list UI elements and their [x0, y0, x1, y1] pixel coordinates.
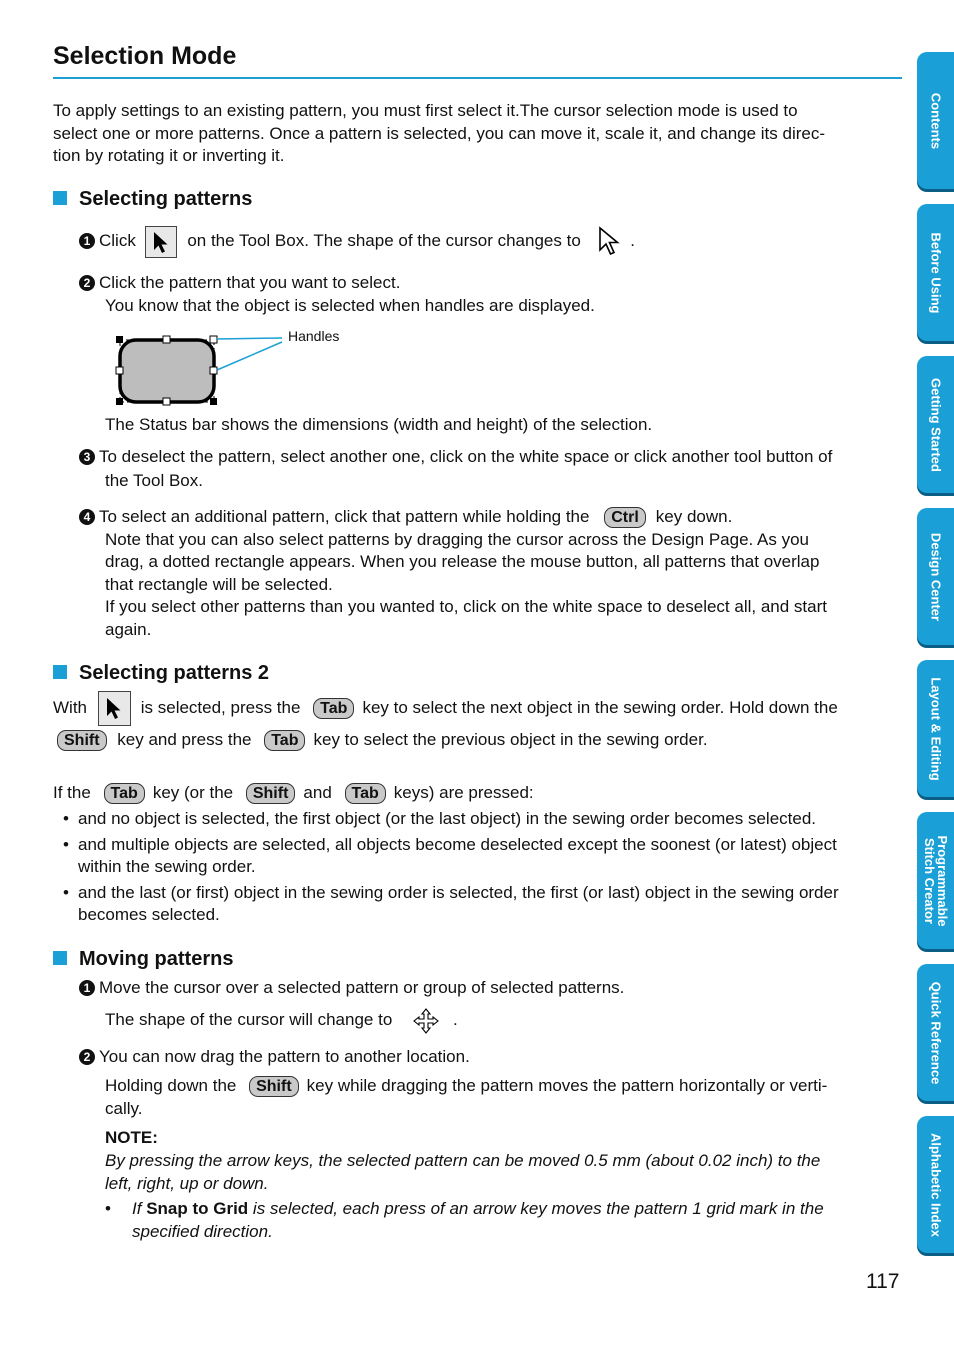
tab-programmable-stitch-creator[interactable]	[917, 812, 954, 949]
list-item: • and multiple objects are selected, all objects become deselected except the soonest (or latest) object	[63, 834, 837, 854]
step-4	[79, 506, 827, 641]
body-text: and	[303, 783, 332, 802]
intro-paragraph	[53, 100, 825, 168]
body-text: within the sewing order.	[78, 857, 256, 876]
tab-getting-started[interactable]	[917, 356, 954, 493]
tab-key: Tab	[104, 783, 145, 804]
step-text: key down.	[655, 507, 733, 526]
section-heading-text: Selecting patterns	[79, 188, 253, 210]
square-bullet-icon	[53, 951, 67, 965]
tab-label: Getting Started	[928, 377, 943, 472]
note-line: By pressing the arrow keys, the selected pattern can be moved 0.5 mm (about 0.02 inch) to the	[105, 1151, 821, 1170]
shift-key: Shift	[57, 730, 107, 751]
step-text: .	[630, 231, 635, 250]
step-text: You can now drag the pattern to another location.	[99, 1047, 470, 1066]
body-text: keys) are pressed:	[393, 783, 534, 802]
body-text: If the	[53, 783, 91, 802]
body-text: is selected, press the	[140, 698, 301, 717]
step-text: drag, a dotted rectangle appears. When you release the mouse button, all patterns that overlap	[105, 552, 820, 571]
step-number: 2	[79, 1049, 95, 1065]
status-text: The Status bar shows the dimensions (width and height) of the selection.	[105, 415, 653, 434]
tab-label: Programmable Stitch Creator	[921, 834, 950, 927]
section-heading	[53, 188, 252, 211]
tab-contents[interactable]	[917, 52, 954, 189]
sec2-line-2	[57, 729, 708, 752]
intro-line: select one or more patterns. Once a pattern is selected, you can move it, scale it, and change its direc-	[53, 123, 826, 143]
handles-label: Handles	[288, 328, 340, 344]
step-text: key while dragging the pattern moves the pattern horizontally or verti-	[306, 1076, 828, 1095]
step-1	[79, 223, 635, 259]
step-number: 2	[79, 275, 95, 291]
body-text: and multiple objects are selected, all objects become deselected except the soonest (or latest) object	[78, 834, 837, 854]
move-step-1-cursor	[105, 1006, 458, 1034]
section-heading	[53, 948, 233, 971]
note-text	[105, 1150, 820, 1195]
note-line: left, right, up or down.	[105, 1173, 269, 1193]
step-text: on the Tool Box. The shape of the cursor changes to	[187, 231, 581, 250]
step-text: that rectangle will be selected.	[105, 574, 333, 594]
body-text: key to select the next object in the sewing order. Hold down the	[362, 698, 838, 717]
ctrl-key: Ctrl	[604, 507, 646, 528]
shift-key: Shift	[246, 783, 296, 804]
shift-key: Shift	[249, 1076, 299, 1097]
body-text: and the last (or first) object in the sewing order is selected, the first (or last) object in the sewing order	[78, 882, 839, 902]
note-line: is selected, each press of an arrow key moves the pattern 1 grid mark in the	[252, 1199, 824, 1218]
tab-label: Before Using	[928, 232, 943, 313]
tab-label: Layout & Editing	[928, 676, 943, 781]
sec2-line-3	[53, 782, 534, 805]
body-text: key to select the previous object in the sewing order.	[313, 730, 708, 749]
move-step-2-detail	[105, 1075, 827, 1120]
body-text: becomes selected.	[78, 905, 220, 924]
select-tool-icon	[145, 226, 177, 258]
step-number: 4	[79, 509, 95, 525]
square-bullet-icon	[53, 665, 67, 679]
body-text: key and press the	[117, 730, 252, 749]
tab-quick-reference[interactable]	[917, 964, 954, 1101]
note-bullet: • If Snap to Grid is selected, each press of an arrow key moves the pattern 1 grid mark in the specified direction.	[105, 1198, 824, 1243]
sec2-bullets	[63, 808, 839, 927]
list-item: • and no object is selected, the first object (or the last object) in the sewing order becomes selected.	[63, 809, 817, 828]
step-text: You know that the object is selected when handles are displayed.	[105, 295, 595, 315]
tab-label: Design Center	[928, 532, 943, 621]
step-text: Click the pattern that you want to select.	[99, 273, 401, 292]
move-cursor-icon	[413, 1008, 439, 1034]
step-text: .	[453, 1010, 458, 1029]
arrow-cursor-icon	[596, 224, 626, 260]
tab-label: Quick Reference	[928, 981, 943, 1084]
step-number: 1	[79, 233, 95, 249]
note-label: NOTE:	[105, 1128, 158, 1147]
step-2	[79, 272, 595, 317]
tab-before-using[interactable]	[917, 204, 954, 341]
select-tool-icon	[98, 691, 131, 726]
step-text: The shape of the cursor will change to	[105, 1010, 393, 1029]
tab-key: Tab	[313, 698, 354, 719]
title-rule	[53, 77, 902, 79]
step-text: Note that you can also select patterns by dragging the cursor across the Design Page. As you	[105, 529, 810, 549]
step-text: Holding down the	[105, 1076, 237, 1095]
move-step-2	[79, 1046, 470, 1069]
step-text: the Tool Box.	[105, 470, 203, 490]
section-heading	[53, 662, 269, 685]
move-step-1	[79, 977, 624, 1000]
section-heading-text: Moving patterns	[79, 948, 234, 970]
step-number: 3	[79, 449, 95, 465]
page-title: Selection Mode	[53, 42, 237, 70]
tab-layout-editing[interactable]	[917, 660, 954, 797]
step-text: If you select other patterns than you wanted to, click on the white space to deselect all, and start	[105, 597, 827, 616]
step-text: To deselect the pattern, select another one, click on the white space or click another tool button of	[99, 447, 833, 466]
step-text: Click	[99, 231, 136, 250]
body-text: With	[53, 698, 87, 717]
body-text: key (or the	[152, 783, 234, 802]
note-line: specified direction.	[132, 1221, 273, 1241]
note-line: If	[132, 1199, 142, 1218]
tab-label: Contents	[928, 92, 943, 149]
section-heading-text: Selecting patterns 2	[79, 662, 270, 684]
sec2-line-1	[53, 690, 838, 726]
step-text: To select an additional pattern, click that pattern while holding the	[99, 507, 590, 526]
tab-design-center[interactable]	[917, 508, 954, 645]
intro-line: tion by rotating it or inverting it.	[53, 146, 285, 165]
tab-label: Alphabetic Index	[928, 1132, 943, 1237]
step-number: 1	[79, 980, 95, 996]
list-item: • and the last (or first) object in the sewing order is selected, the first (or last) object in the sewing order	[63, 882, 839, 902]
intro-line: To apply settings to an existing pattern, you must first select it.The cursor selection mode is used to	[53, 101, 798, 120]
tab-key: Tab	[264, 730, 305, 751]
tab-key: Tab	[345, 783, 386, 804]
step-text: cally.	[105, 1098, 143, 1118]
page-number: 117	[866, 1270, 900, 1293]
step-3	[79, 446, 832, 492]
body-text: and no object is selected, the first object (or the last object) in the sewing order becomes selected.	[78, 809, 817, 828]
tab-alphabetic-index[interactable]	[917, 1116, 954, 1253]
snap-to-grid-label: Snap to Grid	[146, 1199, 249, 1218]
step-text: again.	[105, 619, 152, 639]
step-text: Move the cursor over a selected pattern or group of selected patterns.	[99, 978, 625, 997]
square-bullet-icon	[53, 191, 67, 205]
